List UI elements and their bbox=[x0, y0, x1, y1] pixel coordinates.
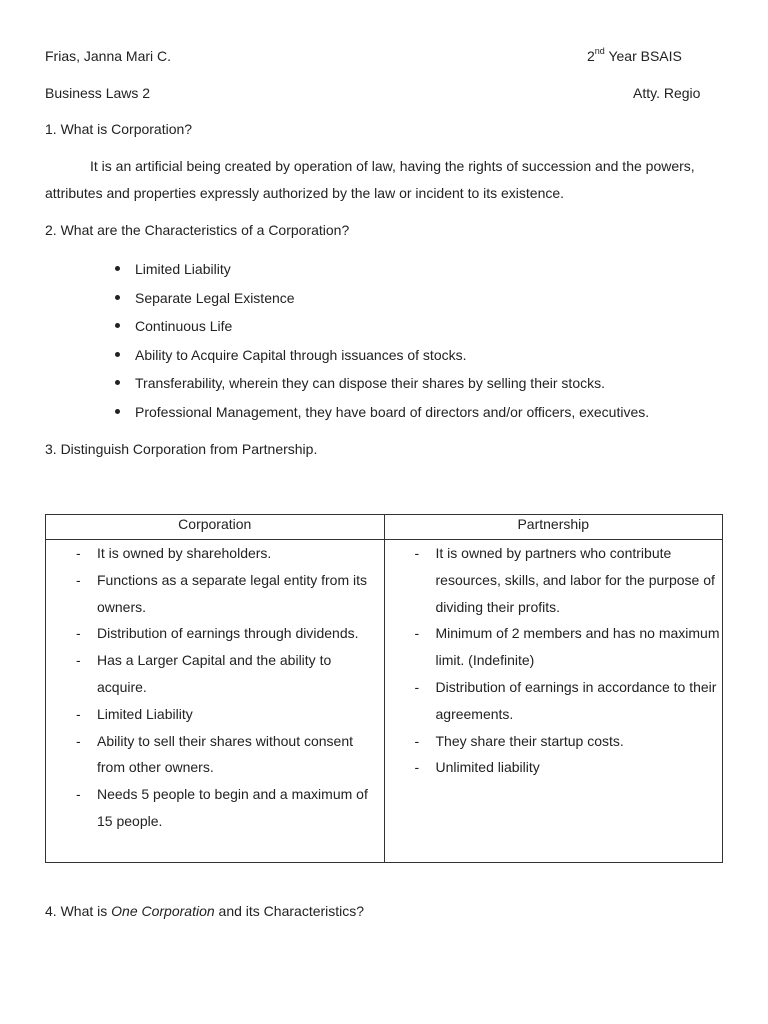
question-4-suffix: and its Characteristics? bbox=[214, 903, 365, 919]
dash-icon: - bbox=[414, 545, 420, 561]
list-item-text: Distribution of earnings in accordance to their agreements. bbox=[435, 678, 717, 722]
dash-icon: - bbox=[414, 625, 420, 642]
list-item-text: Ability to Acquire Capital through issuances of stocks. bbox=[135, 346, 467, 363]
list-item bbox=[108, 373, 649, 402]
comparison-table bbox=[45, 514, 723, 863]
year-level bbox=[587, 48, 682, 64]
list-item-text: It is owned by partners who contribute resources, skills, and labor for the purpose of dividing their profits. bbox=[435, 545, 715, 615]
question-2: 2. What are the Characteristics of a Corporation? bbox=[45, 222, 350, 238]
list-item bbox=[415, 754, 723, 781]
course-title: Business Laws 2 bbox=[45, 85, 151, 101]
list-item bbox=[108, 316, 649, 345]
dash-icon: - bbox=[414, 678, 420, 695]
list-item bbox=[76, 781, 384, 835]
student-name: Frias, Janna Mari C. bbox=[45, 48, 172, 64]
year-program: Year BSAIS bbox=[604, 48, 682, 64]
dash-icon: - bbox=[76, 652, 81, 669]
dash-icon: - bbox=[76, 732, 81, 749]
list-item-text: Needs 5 people to begin and a maximum of 15 people. bbox=[97, 786, 368, 829]
bullet-icon bbox=[115, 409, 120, 414]
list-item bbox=[415, 728, 723, 755]
question-3: 3. Distinguish Corporation from Partnership. bbox=[45, 441, 318, 457]
list-item-text: Minimum of 2 members and has no maximum limit. (Indefinite) bbox=[435, 625, 720, 669]
table-header-row bbox=[46, 515, 723, 540]
list-item bbox=[76, 567, 384, 621]
year-number: 2 bbox=[587, 48, 595, 64]
list-item-text: Limited Liability bbox=[135, 261, 231, 277]
question-4 bbox=[45, 903, 364, 919]
list-item-text: Unlimited liability bbox=[435, 759, 540, 776]
question-4-emphasis: One Corporation bbox=[111, 903, 215, 919]
answer-1 bbox=[45, 153, 725, 207]
header-partnership: Partnership bbox=[384, 515, 723, 540]
corporation-list bbox=[46, 540, 384, 835]
bullet-icon bbox=[115, 352, 120, 357]
list-item bbox=[76, 701, 384, 728]
list-item-text: They share their startup costs. bbox=[435, 732, 624, 749]
list-item-text: Distribution of earnings through dividends. bbox=[97, 625, 359, 642]
dash-icon: - bbox=[76, 545, 81, 561]
list-item-text: It is owned by shareholders. bbox=[97, 545, 272, 561]
list-item bbox=[76, 647, 384, 701]
bullet-icon bbox=[115, 380, 120, 385]
bullet-icon bbox=[115, 323, 120, 328]
question-1: 1. What is Corporation? bbox=[45, 121, 193, 137]
list-item bbox=[108, 288, 649, 317]
list-item bbox=[108, 402, 649, 431]
list-item bbox=[76, 620, 384, 647]
list-item bbox=[415, 540, 723, 620]
dash-icon: - bbox=[76, 705, 81, 722]
list-item-text: Functions as a separate legal entity from its owners. bbox=[97, 571, 368, 615]
list-item-text: Separate Legal Existence bbox=[135, 289, 295, 306]
list-item bbox=[415, 620, 723, 674]
question-4-prefix: 4. What is bbox=[45, 903, 112, 919]
year-superscript: nd bbox=[594, 46, 605, 57]
list-item bbox=[76, 728, 384, 782]
list-item-text: Has a Larger Capital and the ability to acquire. bbox=[97, 652, 332, 695]
list-item-text: Limited Liability bbox=[97, 705, 193, 722]
list-item-text: Continuous Life bbox=[135, 318, 233, 334]
table-row bbox=[46, 540, 723, 863]
dash-icon: - bbox=[76, 571, 81, 588]
dash-icon: - bbox=[414, 732, 420, 749]
list-item bbox=[108, 259, 649, 288]
partnership-cell bbox=[384, 540, 723, 863]
list-item-text: Transferability, wherein they can dispose their shares by selling their stocks. bbox=[135, 375, 605, 391]
list-item bbox=[415, 674, 723, 728]
list-item-text: Ability to sell their shares without consent from other owners. bbox=[97, 732, 354, 776]
dash-icon: - bbox=[76, 786, 81, 803]
bullet-icon bbox=[115, 266, 120, 271]
answer-1-text: It is an artificial being created by operation of law, having the rights of succession and the powers, attributes and properties expressly authorized by the law or incident to its existence. bbox=[45, 158, 695, 201]
characteristics-list bbox=[108, 259, 649, 430]
partnership-list bbox=[385, 540, 723, 781]
bullet-icon bbox=[115, 295, 120, 300]
list-item-text: Professional Management, they have board of directors and/or officers, executives. bbox=[135, 403, 650, 420]
list-item bbox=[76, 540, 384, 567]
instructor-name: Atty. Regio bbox=[633, 85, 701, 101]
header-corporation: Corporation bbox=[46, 515, 385, 540]
dash-icon: - bbox=[414, 759, 420, 776]
corporation-cell bbox=[46, 540, 385, 863]
list-item bbox=[108, 345, 649, 374]
dash-icon: - bbox=[76, 625, 81, 642]
